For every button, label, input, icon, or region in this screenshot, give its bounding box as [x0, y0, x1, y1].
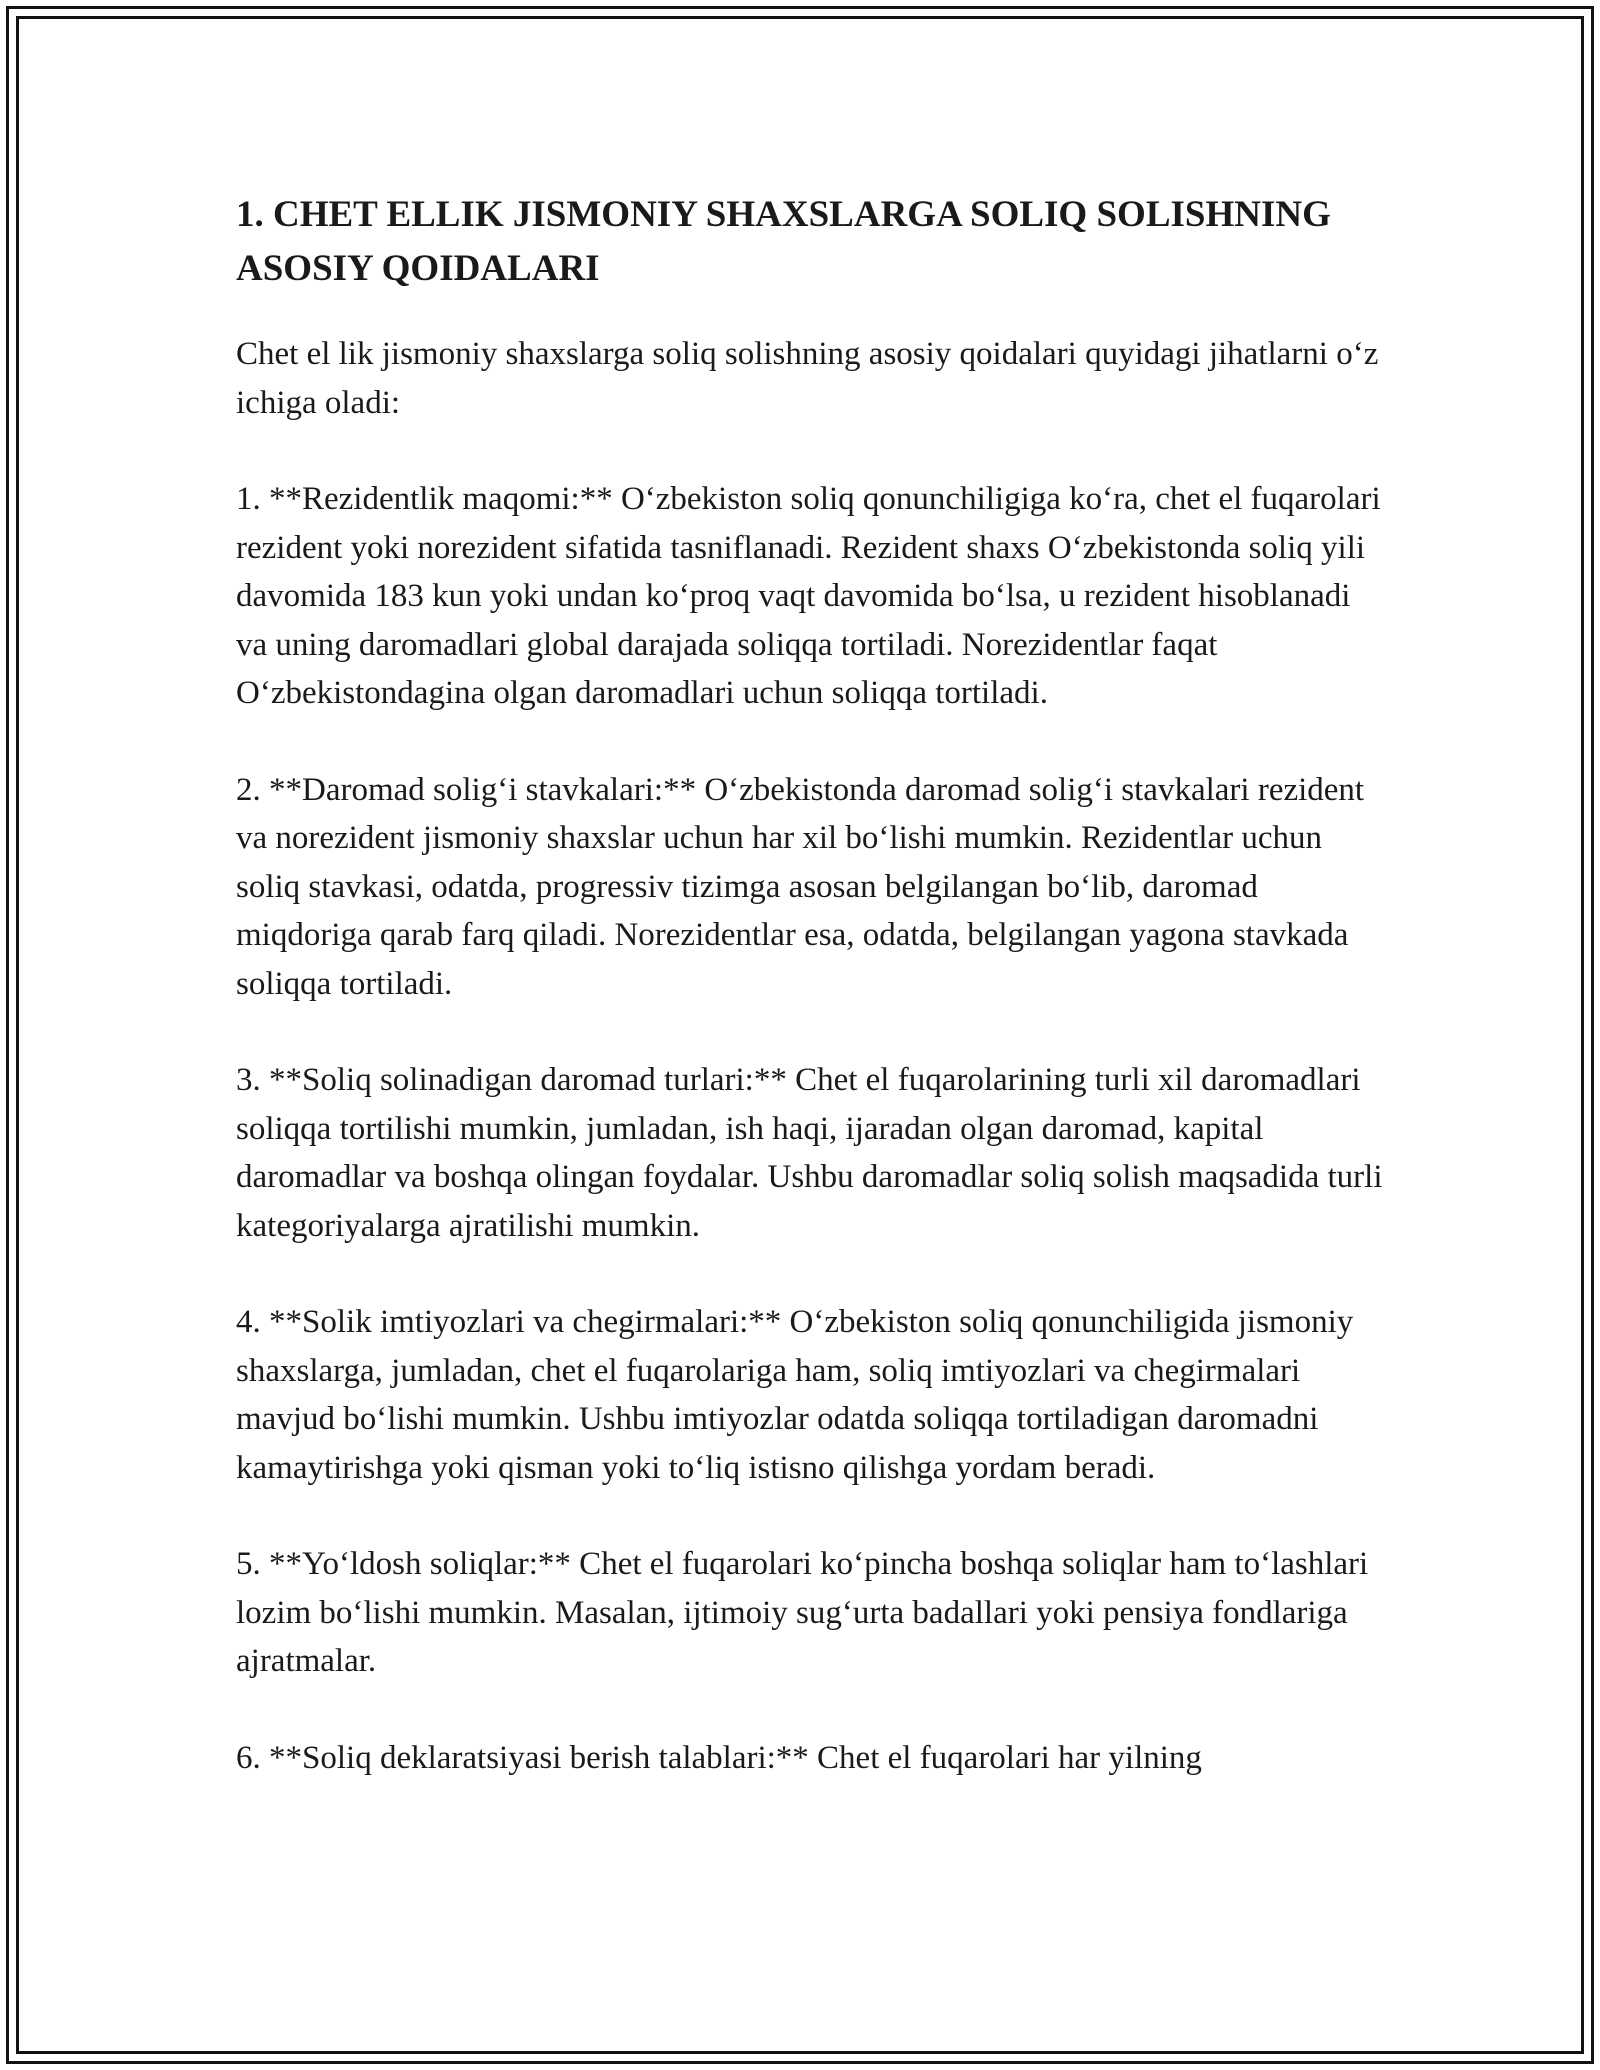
- paragraph-income-tax-rates: 2. **Daromad soligʻi stavkalari:** Oʻzbekistonda daromad soligʻi stavkalari rezident va norezident jismoniy shaxslar uchun har xil boʻlishi mumkin. Rezidentlar uchun soliq stavkasi, odatda, progressiv tizimga asosan belgilangan boʻlib, daromad miqdoriga qarab farq qiladi. Norezidentlar esa, odatda, belgilangan yagona stavkada soliqqa tortiladi.: [236, 771, 1365, 1002]
- paragraph-related-taxes: 5. **Yoʻldosh soliqlar:** Chet el fuqarolari koʻpincha boshqa soliqlar ham toʻlashlari lozim boʻlishi mumkin. Masalan, ijtimoiy sugʻurta badallari yoki pensiya fondlariga ajratmalar.: [236, 1546, 1369, 1679]
- intro-paragraph: Chet el lik jismoniy shaxslarga soliq solishning asosiy qoidalari quyidagi jihatlarni oʻz ichiga oladi:: [236, 336, 1379, 421]
- paragraph-taxable-income-types: 3. **Soliq solinadigan daromad turlari:** Chet el fuqarolarining turli xil daromadlari soliqqa tortilishi mumkin, jumladan, ish haqi, ijaradan olgan daromad, kapital daromadlar va boshqa olingan foydalar. Ushbu daromadlar soliq solish maqsadida turli kategoriyalarga ajratilishi mumkin.: [236, 1062, 1383, 1244]
- paragraph-residency-status: 1. **Rezidentlik maqomi:** Oʻzbekiston soliq qonunchiligiga koʻra, chet el fuqarolari rezident yoki norezident sifatida tasniflanadi. Rezident shaxs Oʻzbekistonda soliq yili davomida 183 kun yoki undan koʻproq vaqt davomida boʻlsa, u rezident hisoblanadi va uning daromadlari global darajada soliqqa tortiladi. Norezidentlar faqat Oʻzbekistondagina olgan daromadlari uchun soliqqa tortiladi.: [236, 481, 1381, 711]
- document-title: 1. CHET ELLIK JISMONIY SHAXSLARGA SOLIQ SOLISHNING ASOSIY QOIDALARI: [236, 194, 1331, 289]
- paragraph-tax-declaration-requirements: 6. **Soliq deklaratsiyasi berish talablari:** Chet el fuqarolari har yilning: [236, 1739, 1202, 1776]
- document-body: [236, 188, 1386, 1830]
- paragraph-tax-benefits-deductions: 4. **Solik imtiyozlari va chegirmalari:** Oʻzbekiston soliq qonunchiligida jismoniy shaxslarga, jumladan, chet el fuqarolariga ham, soliq imtiyozlari va chegirmalari mavjud boʻlishi mumkin. Ushbu imtiyozlar odatda soliqqa tortiladigan daromadni kamaytirishga yoki qisman yoki toʻliq istisno qilishga yordam beradi.: [236, 1304, 1354, 1486]
